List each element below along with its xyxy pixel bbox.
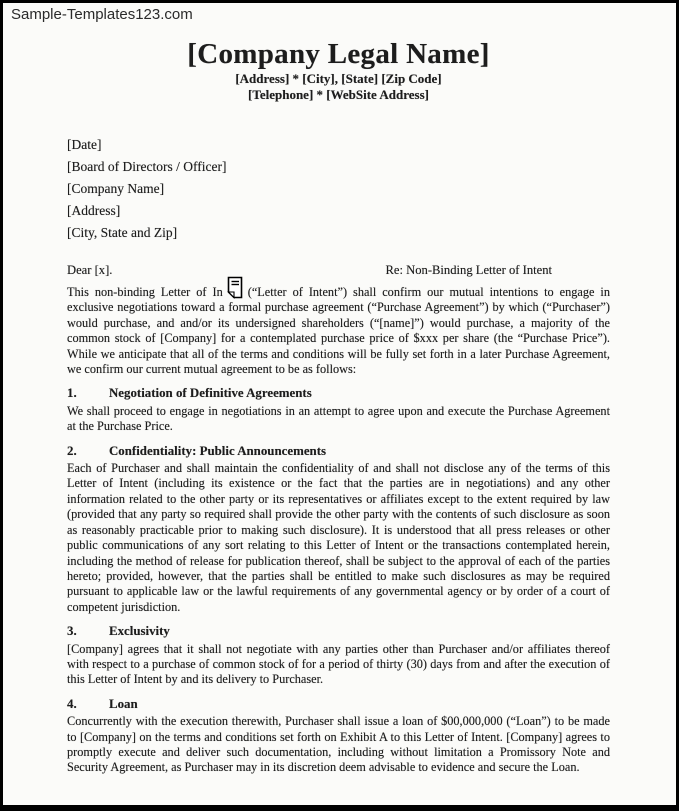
section-confidentiality bbox=[67, 444, 610, 615]
subject-line: Re: Non-Binding Letter of Intent bbox=[385, 263, 552, 277]
recipient-address: [Address] bbox=[67, 203, 121, 218]
section-body: Each of Purchaser and shall maintain the confidentiality of and shall not disclose any of the terms of this Letter of Intent (including its existence or the fact that the parties are in negotiations) and any other information related to the other party or its representatives or affiliates except to the extent required by law (provided that any party so required shall provide the other party with the contents of such disclosure as soon as reasonably practicable prior to making such disclosure). It is understood that all press releases or other public communications of any sort relating to this Letter of Intent or the transactions contemplated herein, including the method of release for publication thereof, shall be subject to the approval of each of the parties hereto; provided, however, that the parties shall be entitled to make such disclosures as may be required pursuant to applicable law or the lawful requirements of any governmental agency or by order of a court of competent jurisdiction. bbox=[67, 461, 610, 614]
section-heading bbox=[67, 386, 610, 401]
section-body: We shall proceed to engage in negotiations in an attempt to agree upon and execute the Purchase Agreement at the Purchase Price. bbox=[67, 403, 610, 434]
recipient-city-state-zip: [City, State and Zip] bbox=[67, 225, 178, 240]
company-legal-name: [Company Legal Name] bbox=[187, 38, 490, 70]
document-page-icon bbox=[225, 284, 244, 296]
section-number: 2. bbox=[67, 443, 77, 458]
section-heading bbox=[67, 697, 610, 712]
section-title: Loan bbox=[109, 696, 138, 711]
section-number: 1. bbox=[67, 386, 77, 401]
watermark-site-name: Sample-Templates123.com bbox=[11, 6, 193, 23]
recipient-company: [Company Name] bbox=[67, 181, 165, 196]
section-exclusivity bbox=[67, 624, 610, 688]
section-title: Exclusivity bbox=[109, 624, 170, 639]
salutation: Dear [x]. bbox=[67, 263, 113, 277]
section-loan bbox=[67, 697, 610, 776]
recipient-block bbox=[67, 137, 610, 240]
salutation-row bbox=[67, 262, 610, 278]
section-negotiation bbox=[67, 386, 610, 434]
intro-text-before-icon: This non-binding Letter of In bbox=[67, 285, 223, 299]
letterhead bbox=[67, 37, 610, 103]
section-title: Confidentiality: Public Announcements bbox=[109, 443, 327, 458]
section-body: Concurrently with the execution therewith, Purchaser shall issue a loan of $00,000,000 (“Loan”) to be made to [Company] on the terms and conditions set forth on Exhibit A to this Letter of Intent. [Company] agrees to promptly execute and deliver such documentation, including without limitation a Promissory Note and Security Agreement, as Purchaser may in its discretion deem advisable to evidence and secure the Loan. bbox=[67, 714, 610, 775]
section-heading bbox=[67, 624, 610, 639]
section-body: [Company] agrees that it shall not negotiate with any parties other than Purchaser and/or affiliates thereof with respect to a purchase of common stock of for a period of thirty (30) days from and after the execution of this Letter of Intent by and its delivery to Purchaser. bbox=[67, 641, 610, 687]
section-number: 3. bbox=[67, 624, 77, 639]
letterhead-address-line: [Address] * [City], [State] [Zip Code] bbox=[235, 71, 442, 86]
section-heading bbox=[67, 444, 610, 459]
section-title: Negotiation of Definitive Agreements bbox=[109, 386, 312, 401]
recipient-date: [Date] bbox=[67, 137, 102, 152]
letterhead-contact-line: [Telephone] * [WebSite Address] bbox=[248, 87, 429, 102]
intro-paragraph bbox=[67, 284, 610, 377]
intro-text-after-icon: (“Letter of Intent”) shall confirm our mutual intentions to engage in exclusive negotiations toward a formal purchase agreement (“Purchase Agreement”) by which (“Purchaser”) would purchase, and and/or its undersigned shareholders (“[name]”) would purchase, a majority of the common stock of [Company] for a contemplated purchase price of $xxx per share (the “Purchase Price”). While we anticipate that all of the terms and conditions will be fully set forth in a later Purchase Agreement, we confirm our current mutual agreement to be as follows: bbox=[67, 285, 610, 377]
section-number: 4. bbox=[67, 696, 77, 711]
recipient-board: [Board of Directors / Officer] bbox=[67, 159, 227, 174]
